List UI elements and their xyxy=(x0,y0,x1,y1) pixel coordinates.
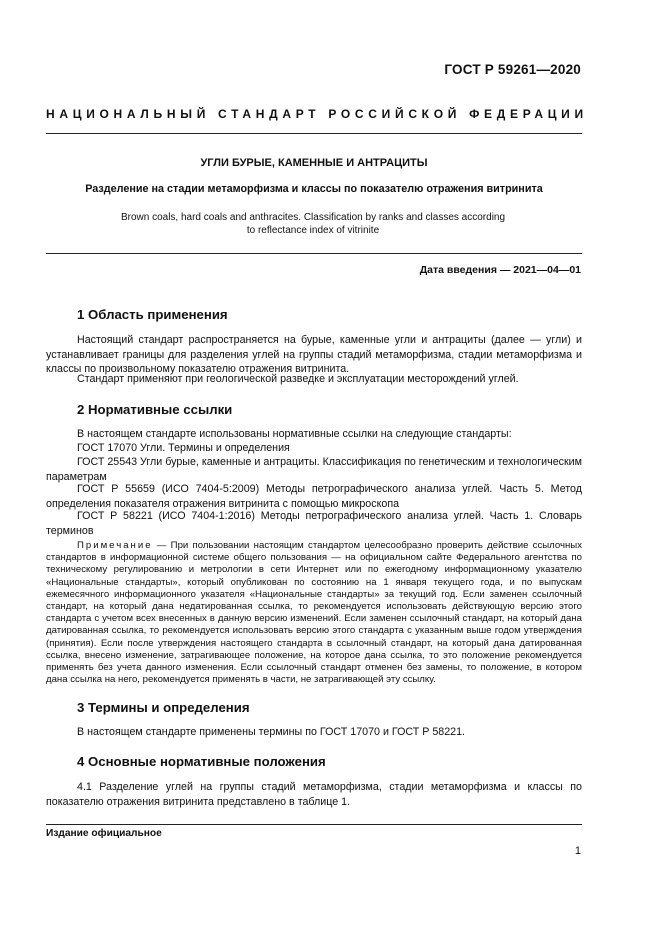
english-title-line-1: Brown coals, hard coals and anthracites. Classification by ranks and classes according xyxy=(120,212,506,223)
reference-gost-r-55659: ГОСТ Р 55659 (ИСО 7404-5:2009) Методы петрографического анализа углей. Часть 5. Метод определения показателя отражения витринита с помощью микроскопа xyxy=(46,483,582,510)
note-label: Примечание xyxy=(77,540,153,551)
document-subtitle: Разделение на стадии метаморфизма и классы по показателю отражения витринита xyxy=(85,183,543,195)
note-text: — При пользовании настоящим стандартом целесообразно проверить действие ссылочных стандартов в информационной системе общего пользования — на официальном сайте Федерального агентства по техническому регулированию и метрологии в сети Интернет или по ежегодному информационному указателю «Национальные стандарты», который опубликован по состоянию на 1 января текущего года, и по выпускам ежемесячного информационного указателя «Национальные стандарты» за текущий год. Если заменен ссылочный стандарт, на который дана недатированная ссылка, то рекомендуется использовать действующую версию этого стандарта с учетом всех внесенных в данную версию изменений. Если заменен ссылочный стандарт, на который дана датированная ссылка, то рекомендуется использовать версию этого стандарта с указанным выше годом утверждения (принятия). Если после утверждения настоящего стандарта в ссылочный стандарт, на который дана датированная ссылка, внесено изменение, затрагивающее положение, на которое дана ссылка, то это положение рекомендуется применять без учета данного изменения. Если ссылочный стандарт отменен без замены, то положение, в котором дана ссылка на него, рекомендуется применять в части, не затрагивающей эту ссылку. xyxy=(46,540,582,686)
footer-divider xyxy=(46,824,582,825)
section-3-heading: 3 Термины и определения xyxy=(77,700,250,715)
section-2-note xyxy=(46,540,582,686)
national-standard-banner: НАЦИОНАЛЬНЫЙ СТАНДАРТ РОССИЙСКОЙ ФЕДЕРАЦИИ xyxy=(46,107,588,121)
section-1-heading: 1 Область применения xyxy=(77,307,228,322)
section-3-paragraph-1: В настоящем стандарте применены термины по ГОСТ 17070 и ГОСТ Р 58221. xyxy=(77,726,466,738)
section-2-paragraph-1: В настоящем стандарте использованы нормативные ссылки на следующие стандарты: xyxy=(77,428,512,440)
top-divider xyxy=(46,133,582,134)
official-edition-label: Издание официальное xyxy=(46,828,162,839)
reference-gost-25543: ГОСТ 25543 Угли бурые, каменные и антрациты. Классификация по генетическим и технологическим параметрам xyxy=(46,456,582,483)
title-divider xyxy=(46,253,582,254)
gost-number: ГОСТ Р 59261—2020 xyxy=(444,62,581,77)
english-title-line-2: to reflectance index of vitrinite xyxy=(246,225,380,236)
document-title: УГЛИ БУРЫЕ, КАМЕННЫЕ И АНТРАЦИТЫ xyxy=(200,157,428,169)
introduction-date: Дата введения — 2021—04—01 xyxy=(419,264,581,276)
section-1-paragraph-2: Стандарт применяют при геологической разведке и эксплуатации месторождений углей. xyxy=(77,373,519,385)
page-number: 1 xyxy=(574,845,581,857)
reference-gost-r-58221: ГОСТ Р 58221 (ИСО 7404-1:2016) Методы петрографического анализа углей. Часть 1. Словарь терминов xyxy=(46,510,582,537)
section-1-paragraph-1: Настоящий стандарт распространяется на бурые, каменные угли и антрациты (далее — угли) и устанавливает границы для разделения углей на группы стадий метаморфизма, стадии метаморфизма и классы по произвольному показателю отражения витринита. xyxy=(46,334,582,376)
english-title xyxy=(60,211,566,237)
section-4-paragraph-1: 4.1 Разделение углей на группы стадий метаморфизма, стадии метаморфизма и классы по показателю отражения витринита представлено в таблице 1. xyxy=(46,781,582,808)
section-2-heading: 2 Нормативные ссылки xyxy=(77,402,233,417)
section-4-heading: 4 Основные нормативные положения xyxy=(77,754,326,769)
reference-gost-17070: ГОСТ 17070 Угли. Термины и определения xyxy=(77,442,290,454)
